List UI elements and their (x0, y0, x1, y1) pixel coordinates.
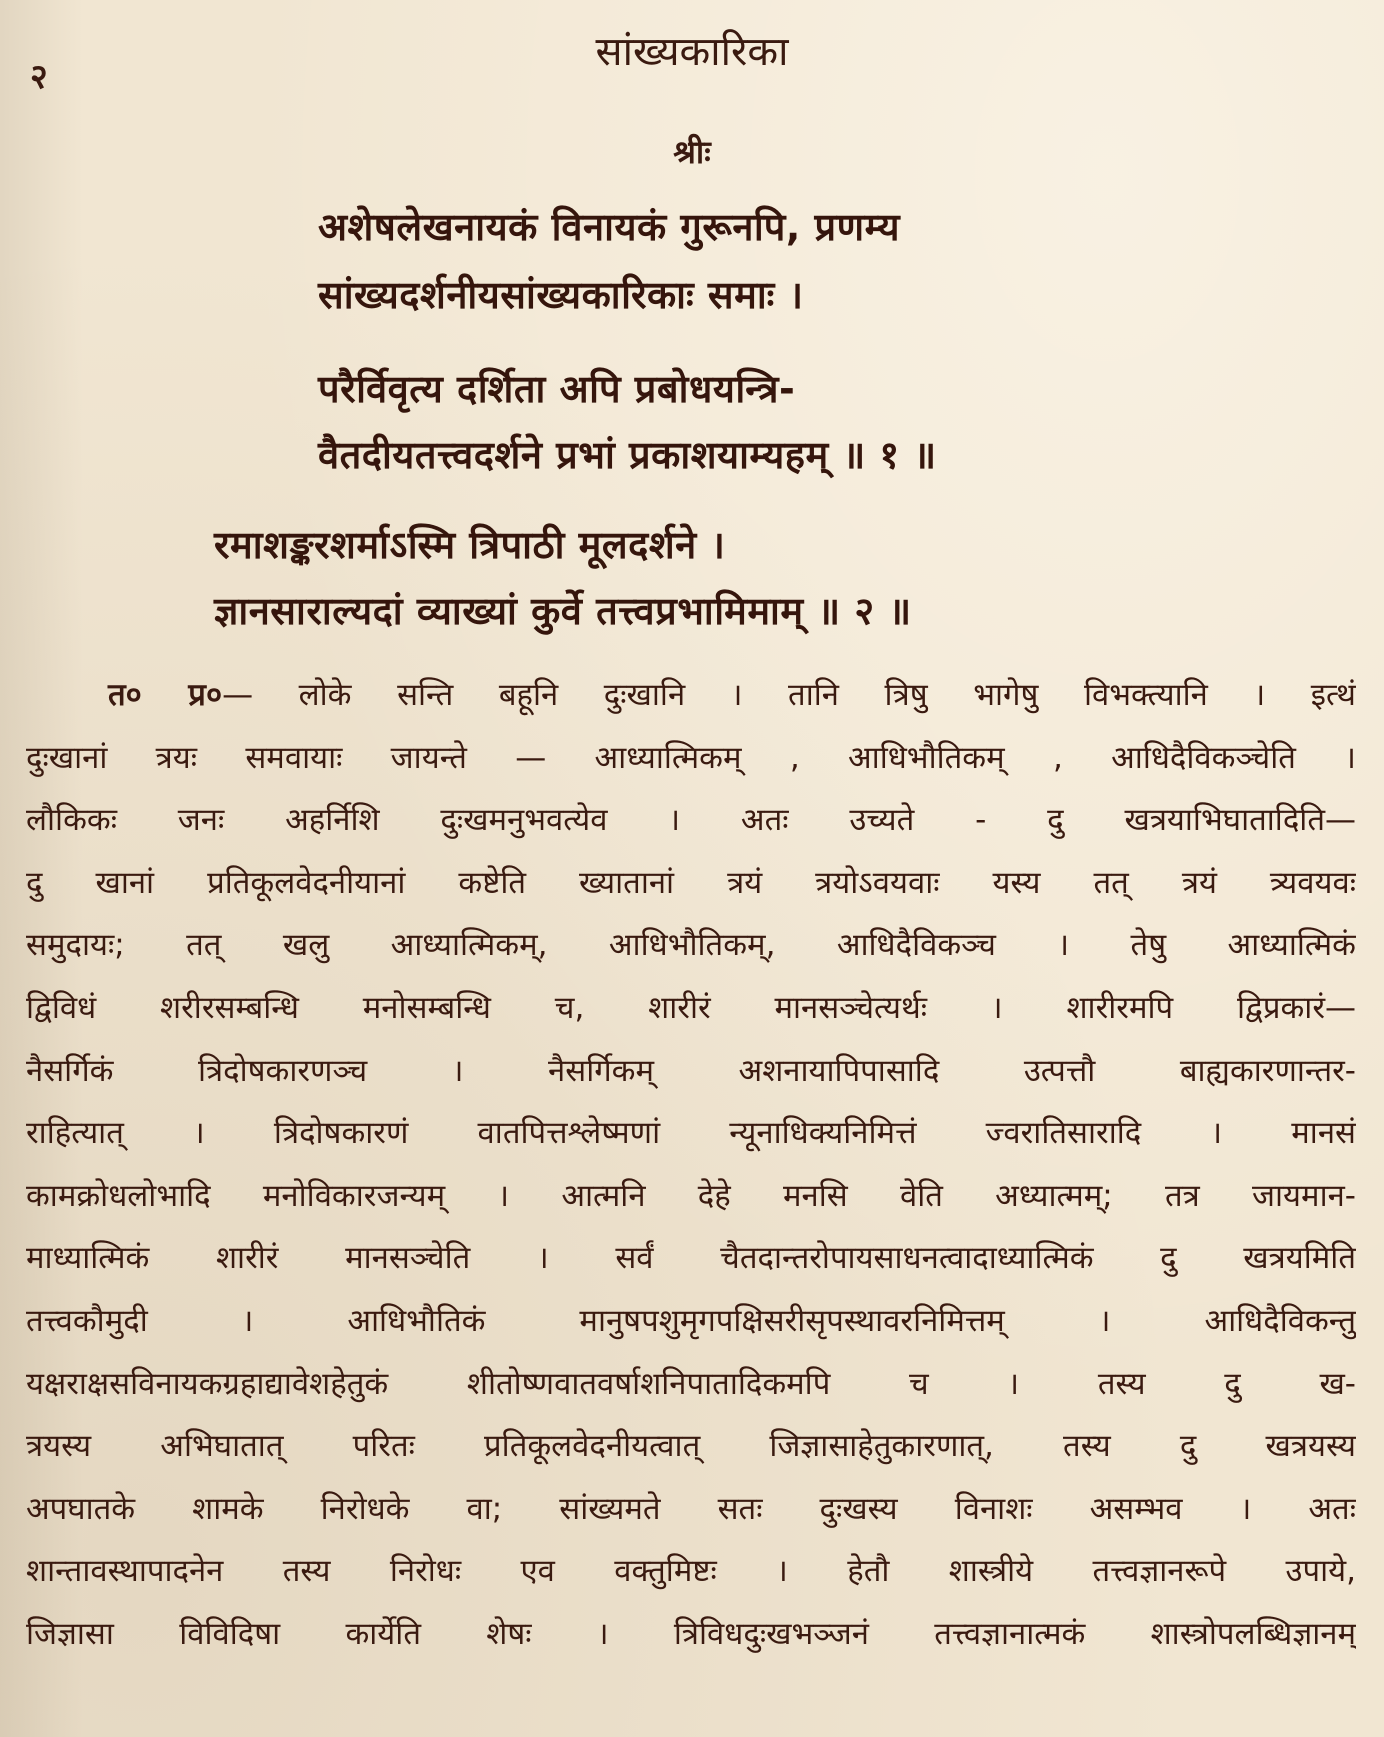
verse-line-4: वैतदीयतत्त्वदर्शने प्रभां प्रकाशयाम्यहम् ॥ १ ॥ (318, 433, 937, 477)
verse-line-3: परैर्विवृत्य दर्शिता अपि प्रबोधयन्त्रि- (318, 367, 796, 411)
commentary-line: दुःखानां त्रयः समवायाः जायन्ते — आध्यात्मिकम् , आधिभौतिकम् , आधिदैविकञ्चेति । (26, 739, 1356, 776)
commentary-text (26, 664, 1356, 1666)
page-number: २ (30, 57, 48, 97)
commentary-line: जिज्ञासा विविदिषा कार्येति शेषः । त्रिविधदुःखभञ्जनं तत्त्वज्ञानात्मकं शास्त्रोपलब्धिज्ञानम् (26, 1615, 1356, 1652)
verse-line-1: अशेषलेखनायकं विनायकं गुरूनपि, प्रणम्य (318, 205, 901, 249)
commentary-line: द्विविधं शरीरसम्बन्धि मनोसम्बन्धि च, शारीरं मानसञ्चेत्यर्थः । शारीरमपि द्विप्रकारं— (26, 989, 1356, 1026)
commentary-line: माध्यात्मिकं शारीरं मानसञ्चेति । सर्वं चैतदान्तरोपायसाधनत्वादाध्यात्मिकं दु खत्रयमिति (26, 1240, 1356, 1277)
verse-line-5: रमाशङ्करशर्माऽस्मि त्रिपाठी मूलदर्शने । (214, 523, 726, 567)
commentary-label: त० प्र० (108, 677, 223, 713)
running-head: सांख्यकारिका (595, 29, 789, 75)
verse-line-6: ज्ञानसाराल्यदां व्याख्यां कुर्वे तत्त्वप्रभामिमाम् ॥ २ ॥ (214, 589, 912, 633)
commentary-line: समुदायः; तत् खलु आध्यात्मिकम्, आधिभौतिकम्, आधिदैविकञ्च । तेषु आध्यात्मिकं (26, 927, 1356, 964)
commentary-line: अपघातके शामके निरोधके वा; सांख्यमते सतः दुःखस्य विनाशः असम्भव । अतः (26, 1490, 1356, 1527)
commentary-line-text: — लोके सन्ति बहूनि दुःखानि । तानि त्रिषु भागेषु विभक्त्यानि । इत्थं (222, 677, 1356, 713)
commentary-line: कामक्रोधलोभादि मनोविकारजन्यम् । आत्मनि देहे मनसि वेति अध्यात्मम्; तत्र जायमान- (26, 1177, 1356, 1214)
commentary-line: नैसर्गिकं त्रिदोषकारणञ्च । नैसर्गिकम् अशनायापिपासादि उत्पत्तौ बाह्यकारणान्तर- (26, 1052, 1356, 1089)
commentary-line: शान्तावस्थापादनेन तस्य निरोधः एव वक्तुमिष्टः । हेतौ शास्त्रीये तत्त्वज्ञानरूपे उपाये, (26, 1553, 1356, 1590)
invocation: श्रीः (673, 133, 711, 171)
commentary-line: लौकिकः जनः अहर्निशि दुःखमनुभवत्येव । अतः उच्यते - दु खत्रयाभिघातादिति— (26, 802, 1356, 839)
commentary-line (26, 664, 1356, 727)
commentary-line: यक्षराक्षसविनायकग्रहाद्यावेशहेतुकं शीतोष्णवातवर्षाशनिपातादिकमपि च । तस्य दु ख- (26, 1365, 1356, 1402)
commentary-line: राहित्यात् । त्रिदोषकारणं वातपित्तश्लेष्मणां न्यूनाधिक्यनिमित्तं ज्वरातिसारादि । मानसं (26, 1115, 1356, 1152)
commentary-line: त्रयस्य अभिघातात् परितः प्रतिकूलवेदनीयत्वात् जिज्ञासाहेतुकारणात्, तस्य दु खत्रयस्य (26, 1428, 1356, 1465)
commentary-line: दु खानां प्रतिकूलवेदनीयानां कष्टेति ख्यातानां त्रयं त्रयोऽवयवाः यस्य तत् त्रयं त्र्यवयवः (26, 864, 1356, 901)
verse-line-2: सांख्यदर्शनीयसांख्यकारिकाः समाः । (318, 273, 804, 317)
commentary-line: तत्त्वकौमुदी । आधिभौतिकं मानुषपशुमृगपक्षिसरीसृपस्थावरनिमित्तम् । आधिदैविकन्तु (26, 1302, 1356, 1339)
